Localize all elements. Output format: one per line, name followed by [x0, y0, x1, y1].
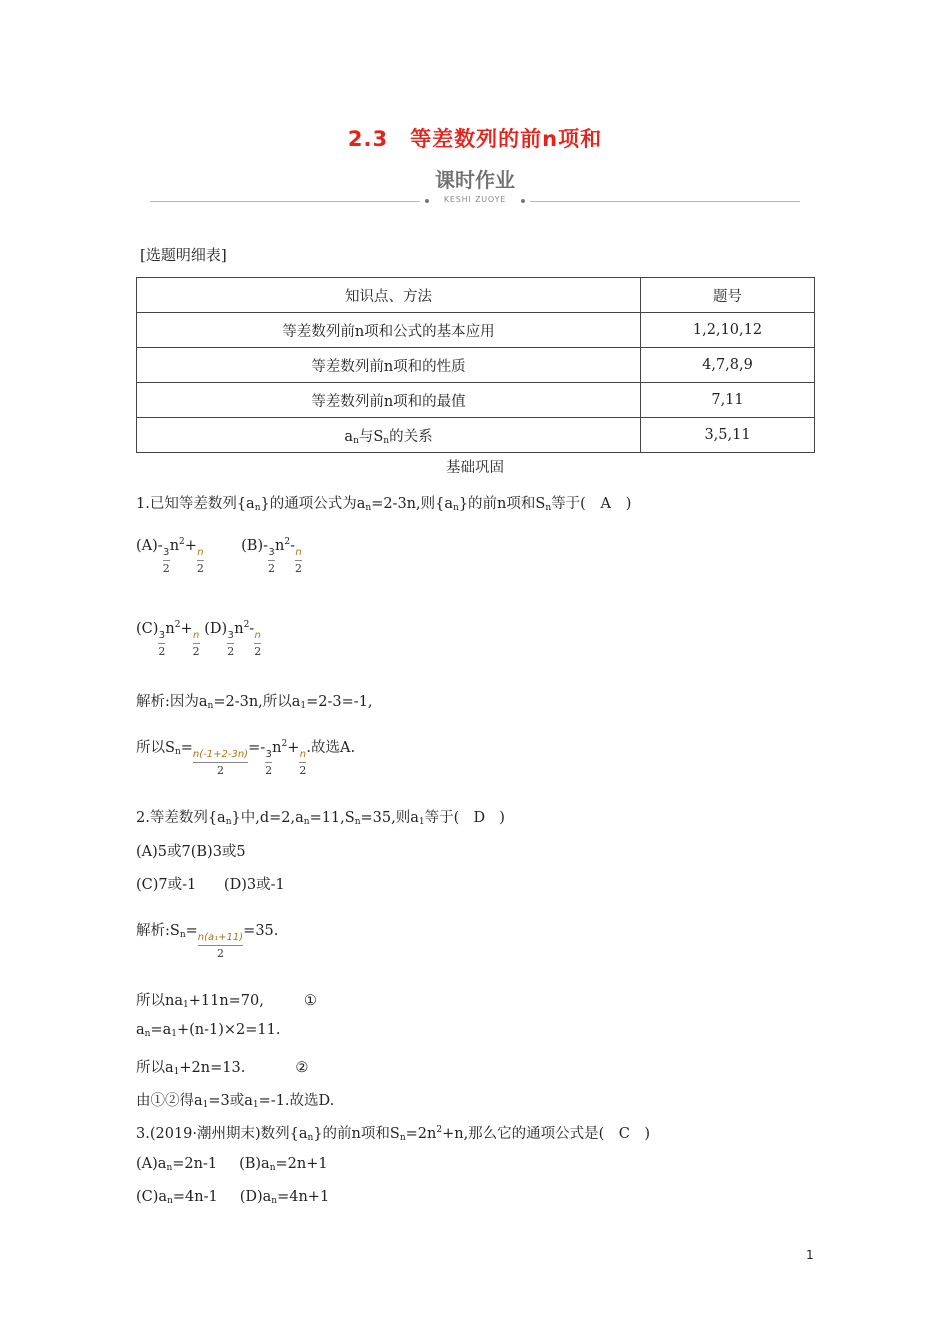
- q2-solution-3: $a_n=a_1+(n-1)\times 2=11$.: [136, 1022, 281, 1039]
- answer: A: [600, 496, 612, 512]
- q1-solution-2: 所以$S_n=$ $\frac{n(-1+2-3n)}{2}$ =- $\frac{3}{2}$ $n^2+$ $\frac{n}{2}$ .故选A.: [136, 739, 356, 777]
- header-rule-left: [150, 201, 420, 202]
- section-number: 2.3: [347, 127, 389, 151]
- table-cell: $a_n$与$S_n$的关系: [137, 418, 641, 453]
- fraction: $\frac{3}{2}$: [227, 630, 235, 658]
- subtitle-pinyin: KESHI ZUOYE: [443, 195, 507, 204]
- fraction: $\frac{3}{2}$: [162, 547, 170, 575]
- page-title: [0, 123, 950, 153]
- table-header: 题号: [641, 278, 815, 313]
- q2-options-ab: (A)5或7(B)3或5: [136, 844, 246, 860]
- page-number: 1: [806, 1248, 814, 1262]
- table-cell: 3,5,11: [641, 418, 815, 453]
- table-row: [137, 313, 815, 348]
- table-cell: 4,7,8,9: [641, 348, 815, 383]
- table-cell: 等差数列前n项和公式的基本应用: [137, 313, 641, 348]
- table-cell: 1,2,10,12: [641, 313, 815, 348]
- fraction: $\frac{n}{2}$: [299, 749, 307, 777]
- fraction: $\frac{3}{2}$: [158, 630, 166, 658]
- table-cell: 等差数列前n项和的最值: [137, 383, 641, 418]
- q3-options-cd: $(C)a_n=4n-1$ $(D)a_n=4n+1$: [136, 1189, 330, 1206]
- table-row: [137, 383, 815, 418]
- fraction: $\frac{\text{n(a₁+11)}}{2}$: [197, 932, 244, 960]
- q1-solution-1: 解析:因为$a_n=2-3n$,所以$a_1=2-3=-1$,: [136, 694, 373, 711]
- q2-solution-4: 所以$a_1+2n=13$. ②: [136, 1060, 309, 1077]
- answer: D: [473, 810, 486, 826]
- details-table-label: [选题明细表]: [140, 246, 227, 264]
- q1-options-cd: (C) $\frac{3}{2}$ $n^2+$ $\frac{n}{2}$ (D) $\frac{3}{2}$ $n^2-$ $\frac{n}{2}$: [136, 620, 262, 658]
- fraction: $\frac{n(-1+2-3n)}{2}$: [192, 749, 249, 777]
- details-table: [136, 277, 815, 453]
- table-row: [137, 418, 815, 453]
- q2-solution-1: 解析$:S_n=$ $\frac{\text{n(a₁+11)}}{2}$ =35.: [136, 923, 279, 960]
- question-2: 2.等差数列$\{a_n\}$中$,d=2,a_n=11,S_n=35$,则$a_1$等于( D ): [136, 810, 505, 827]
- q2-solution-2: 所以$na_1+11n=70$, ①: [136, 993, 317, 1010]
- answer: C: [618, 1126, 630, 1142]
- table-cell: 等差数列前n项和的性质: [137, 348, 641, 383]
- q2-options-cd: (C)7或-1 (D)3或-1: [136, 877, 285, 893]
- fraction: $\frac{n}{2}$: [192, 630, 200, 658]
- q2-solution-5: 由①②得$a_1=3$或$a_1=-1$.故选D.: [136, 1093, 335, 1110]
- table-cell: 7,11: [641, 383, 815, 418]
- fraction: $\frac{n}{2}$: [254, 630, 262, 658]
- table-row: [137, 348, 815, 383]
- fraction: $\frac{3}{2}$: [268, 547, 276, 575]
- fraction: $\frac{n}{2}$: [295, 547, 302, 575]
- question-3: 3.(2019·潮州期末)数列$\{a_n\}$的前n项和$S_n=2n^2+n$,那么它的通项公式是( C ): [136, 1125, 651, 1143]
- section-heading: 基础巩固: [446, 460, 504, 476]
- q1-options-ab: (A)- $\frac{3}{2}$ $n^2+$ $\frac{n}{2}$ (B)- $\frac{3}{2}$ $n^2-$ $\frac{n}{2}$: [136, 537, 302, 575]
- section-title: 等差数列的前n项和: [410, 127, 603, 151]
- fraction: $\frac{n}{2}$: [196, 547, 204, 575]
- question-1: 1.已知等差数列$\{a_n\}$的通项公式为$a_n=2-3n$,则$\{a_n\}$的前n项和$S_n$等于( A ): [136, 496, 632, 513]
- table-header: 知识点、方法: [137, 278, 641, 313]
- fraction: $\frac{3}{2}$: [265, 749, 273, 777]
- table-header-row: [137, 278, 815, 313]
- header-rule-right: [530, 201, 800, 202]
- subtitle: 课时作业: [435, 168, 515, 192]
- q3-options-ab: $(A)a_n=2n-1$ $(B)a_n=2n+1$: [136, 1156, 328, 1173]
